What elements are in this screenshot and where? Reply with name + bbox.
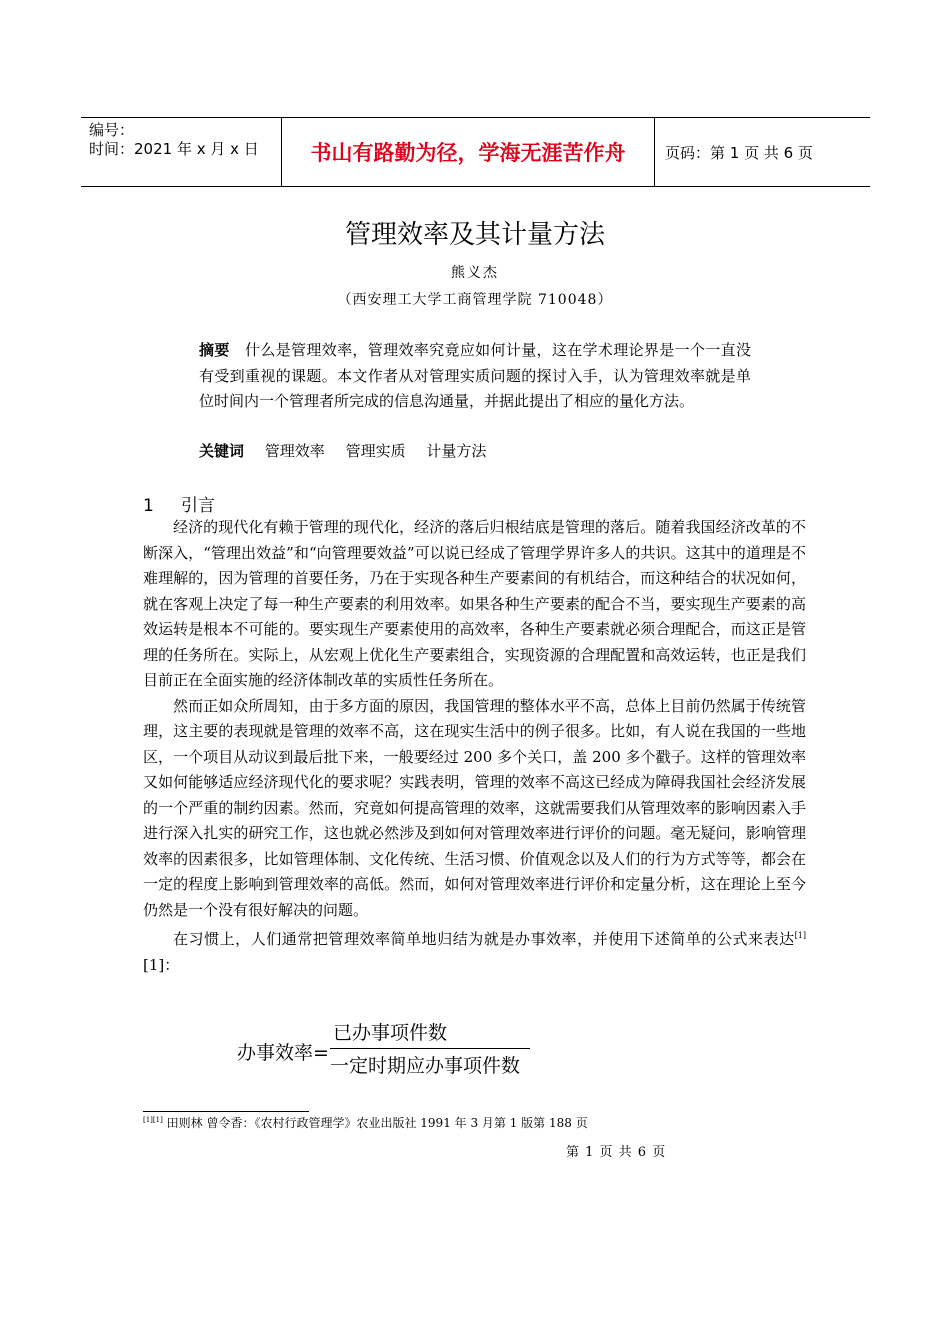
page-footer: 第 1 页 共 6 页 [566,1145,667,1160]
paragraph-text: 在习惯上，人们通常把管理效率简单地归结为就是办事效率，并使用下述简单的公式来表达 [173,930,795,948]
body-text [143,515,806,978]
page-title: 管理效率及其计量方法 [344,220,605,250]
keywords [199,440,502,461]
abstract-label: 摘要 [199,341,230,359]
header-left-cell [81,118,281,186]
footnote-text: 田则林 曾令香：《农村行政管理学》农业出版社 1991 年 3 月第 1 版第 188 页 [162,1116,588,1130]
formula-lhs: 办事效率= [237,1042,329,1064]
footnote-mark: [1][1] [143,1116,163,1124]
abstract-text: 什么是管理效率，管理效率究竟应如何计量，这在学术理论界是一个一直没有受到重视的课题。本文作者从对管理实质问题的探讨入手，认为管理效率就是单位时间内一个管理者所完成的信息沟通量，并据此提出了相应的量化方法。 [199,341,751,410]
section-heading [143,491,215,516]
paragraph: 然而正如众所周知，由于多方面的原因，我国管理的整体水平不高，总体上目前仍然属于传统管理，这主要的表现就是管理的效率不高，这在现实生活中的例子很多。比如，有人说在我国的一些地区，一个项目从动议到最后批下来，一般要经过 200 多个关口，盖 200 多个戳子。这样的管理效率又如何能够适应经济现代化的要求呢？实践表明，管理的效率不高这已经成为障碍我国社会经济发展的一个严重的制约因素。然而，究竟如何提高管理的效率，这就需要我们从管理效率的影响因素入手进行深入扎实的研究工作，这也就必然涉及到如何对管理效率进行评价的问题。毫无疑问，影响管理效率的因素很多，比如管理体制、文化传统、生活习惯、价值观念以及人们的行为方式等等，都会在一定的程度上影响到管理效率的高低。然而，如何对管理效率进行评价和定量分析，这在理论上至今仍然是一个没有很好解决的问题。 [143,696,806,919]
keyword: 计量方法 [426,442,487,460]
abstract [199,338,751,415]
motto: 书山有路勤为径，学海无涯苦作舟 [281,118,655,186]
keyword: 管理效率 [264,442,325,460]
header-table [81,117,870,187]
number-label: 编号： [89,121,135,139]
footnote-marker: [1] [794,931,806,940]
author: 熊义杰 [451,265,499,281]
keyword: 管理实质 [345,442,406,460]
footnote [143,1114,588,1131]
paragraph: 经济的现代化有赖于管理的现代化，经济的落后归根结底是管理的落后。随着我国经济改革的不断深入，“管理出效益”和“向管理要效益”可以说已经成了管理学界许多人的共识。这其中的道理是不难理解的，因为管理的首要任务，乃在于实现各种生产要素间的有机结合，而这种结合的状况如何，就在客观上决定了每一种生产要素的利用效率。如果各种生产要素的配合不当，要实现生产要素的高效运转是根本不可能的。要实现生产要素使用的高效率，各种生产要素就必须合理配合，而这正是管理的任务所在。实际上，从宏观上优化生产要素组合，实现资源的合理配置和高效运转，也正是我们目前正在全面实施的经济体制改革的实质性任务所在。 [143,518,806,689]
section-number: 1 [143,496,154,516]
footnote-divider [143,1111,309,1112]
formula-numerator: 已办事项件数 [333,1022,448,1044]
time-label: 时间：2021 年 x 月 x 日 [89,140,259,158]
keywords-label: 关键词 [199,442,245,460]
paragraph [143,923,806,978]
formula-fraction [330,1018,530,1078]
section-title: 引言 [181,496,215,516]
page-label: 页码：第 1 页 共 6 页 [665,143,813,162]
affiliation: （西安理工大学工商管理学院 710048） [337,292,613,308]
citation: [1]： [143,955,180,974]
formula-denominator: 一定时期应办事项件数 [330,1055,521,1077]
